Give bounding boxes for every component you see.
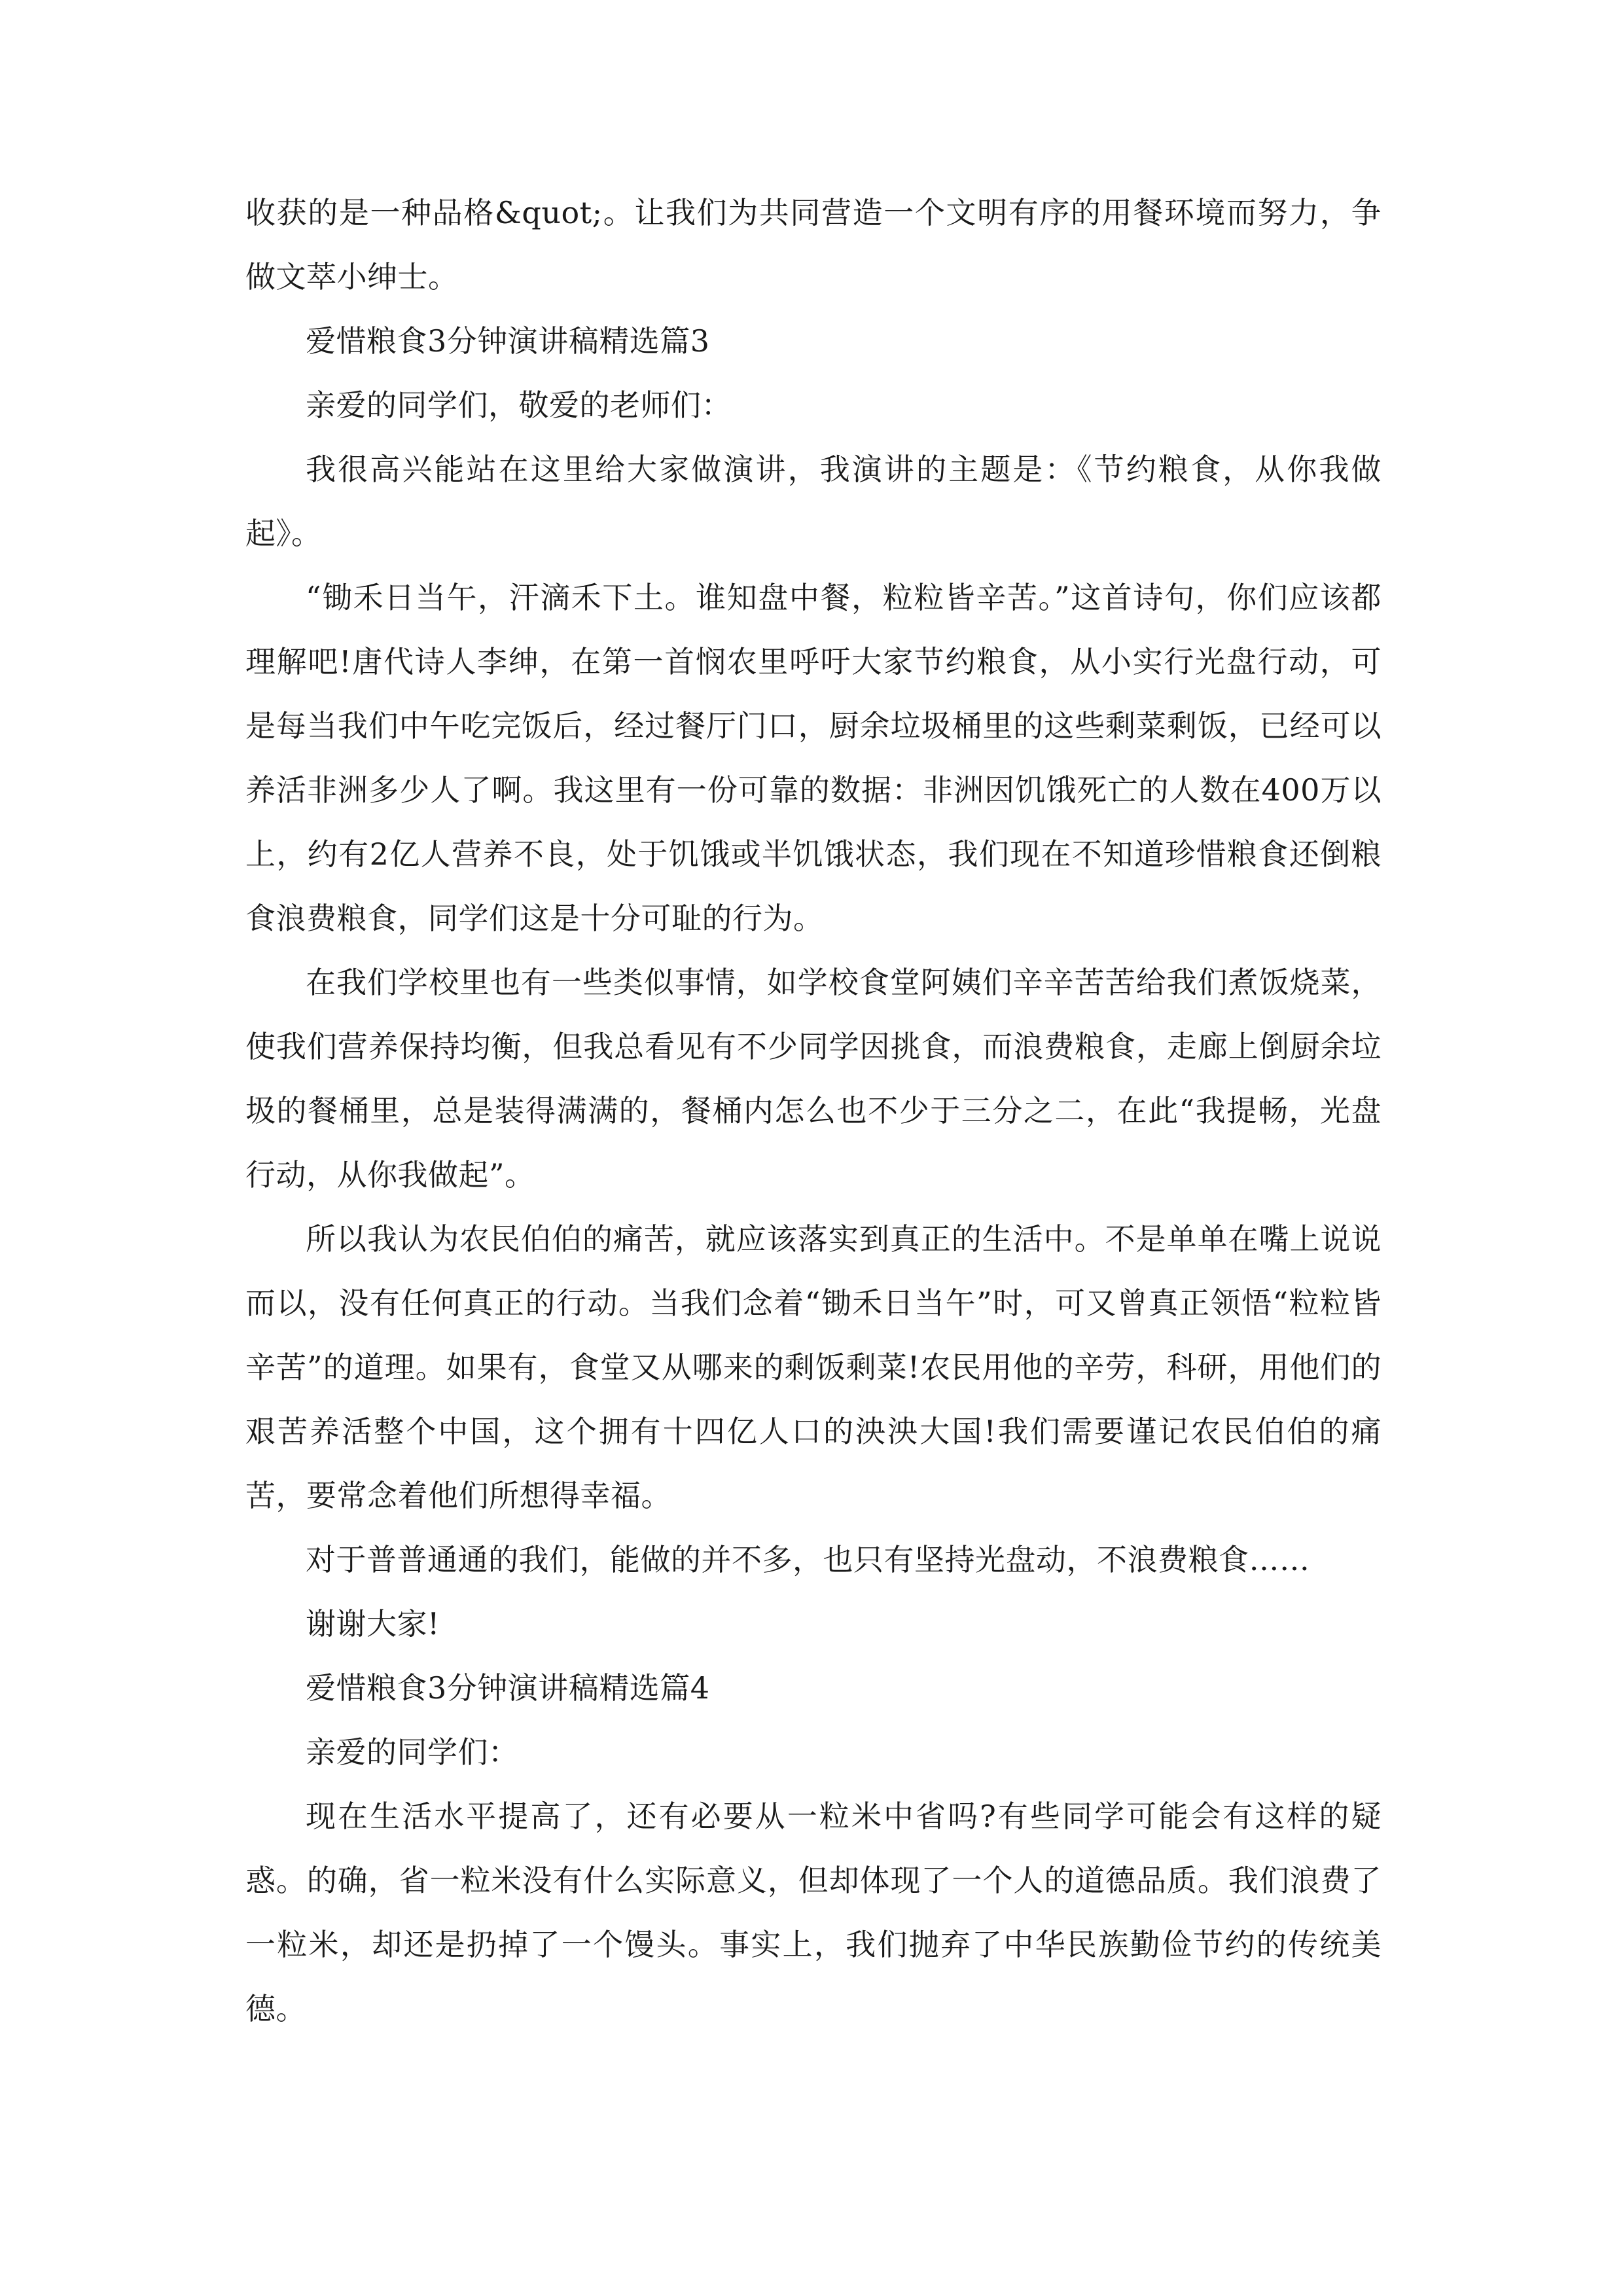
paragraph: 所以我认为农民伯伯的痛苦，就应该落实到真正的生活中。不是单单在嘴上说说而以，没有任何真正的行动。当我们念着“锄禾日当午”时，可又曾真正领悟“粒粒皆辛苦”的道理。如果有，食堂又从哪来的剩饭剩菜!农民用他的辛劳，科研，用他们的艰苦养活整个中国，这个拥有十四亿人口的泱泱大国!我们需要谨记农民伯伯的痛苦，要常念着他们所想得幸福。 (245, 1221, 1382, 1513)
paragraph: 我很高兴能站在这里给大家做演讲，我演讲的主题是：《节约粮食，从你我做起》。 (245, 452, 1382, 551)
paragraph: 对于普普通通的我们，能做的并不多，也只有坚持光盘动，不浪费粮食…… (306, 1542, 1310, 1577)
section-heading-3: 爱惜粮食3分钟演讲稿精选篇3 (306, 323, 710, 359)
paragraph: “锄禾日当午，汗滴禾下土。谁知盘中餐，粒粒皆辛苦。”这首诗句，你们应该都理解吧!唐代诗人李绅，在第一首悯农里呼吁大家节约粮食，从小实行光盘行动，可是每当我们中午吃完饭后，经过餐厅门口，厨余垃圾桶里的这些剩菜剩饭，已经可以养活非洲多少人了啊。我这里有一份可靠的数据：非洲因饥饿死亡的人数在400万以上，约有2亿人营养不良，处于饥饿或半饥饿状态，我们现在不知道珍惜粮食还倒粮食浪费粮食，同学们这是十分可耻的行为。 (245, 580, 1382, 936)
document-body (245, 181, 1382, 2041)
section-heading-4: 爱惜粮食3分钟演讲稿精选篇4 (306, 1670, 710, 1706)
closing-thanks: 谢谢大家! (306, 1606, 440, 1641)
paragraph-continuation: 收获的是一种品格&quot;。让我们为共同营造一个文明有序的用餐环境而努力，争做文萃小绅士。 (245, 195, 1382, 295)
paragraph: 现在生活水平提高了，还有必要从一粒米中省吗?有些同学可能会有这样的疑惑。的确，省一粒米没有什么实际意义，但却体现了一个人的道德品质。我们浪费了一粒米，却还是扔掉了一个馒头。事实上，我们抛弃了中华民族勤俭节约的传统美德。 (245, 1799, 1382, 2026)
salutation: 亲爱的同学们，敬爱的老师们： (306, 387, 732, 423)
paragraph: 在我们学校里也有一些类似事情，如学校食堂阿姨们辛辛苦苦给我们煮饭烧菜，使我们营养保持均衡，但我总看见有不少同学因挑食，而浪费粮食，走廊上倒厨余垃圾的餐桶里，总是装得满满的，餐桶内怎么也不少于三分之二，在此“我提畅，光盘行动，从你我做起”。 (245, 965, 1382, 1193)
salutation: 亲爱的同学们： (306, 1734, 519, 1770)
